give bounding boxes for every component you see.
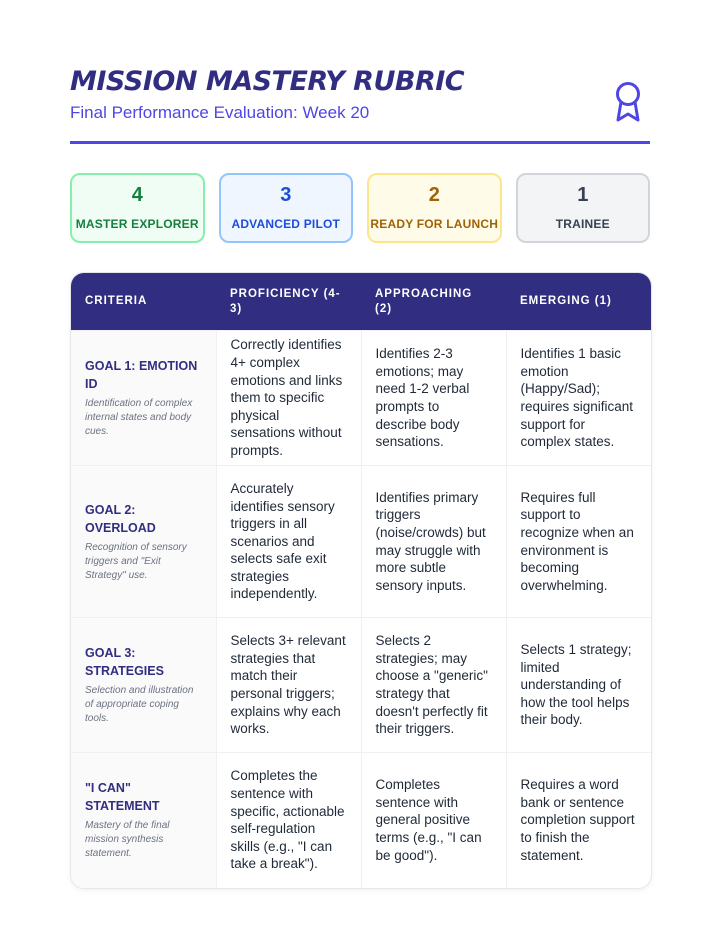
emerging-cell: Requires a word bank or sentence completion support to finish the statement. [506, 753, 651, 888]
page-header [70, 66, 650, 123]
approaching-cell: Selects 2 strategies; may choose a "generic" strategy that doesn't perfectly fit their triggers. [361, 618, 506, 753]
page-subtitle: Final Performance Evaluation: Week 20 [70, 103, 370, 122]
column-header-emerging: EMERGING (1) [506, 273, 651, 331]
level-score: 1 [577, 184, 589, 206]
column-header-criteria: CRITERIA [71, 273, 216, 331]
criteria-cell [71, 331, 216, 466]
table-header-row [71, 273, 651, 331]
criteria-description: Recognition of sensory triggers and "Exit Strategy" use. [85, 541, 187, 581]
criteria-title: GOAL 2: OVERLOAD [85, 502, 156, 535]
level-card-3 [219, 173, 354, 243]
approaching-cell: Identifies 2-3 emotions; may need 1-2 verbal prompts to describe body sensations. [361, 331, 506, 466]
level-score: 4 [131, 184, 143, 206]
table-row [71, 753, 651, 888]
level-score: 3 [280, 184, 292, 206]
criteria-title: GOAL 3: STRATEGIES [85, 646, 164, 678]
table-row [71, 618, 651, 753]
proficiency-cell: Completes the sentence with specific, actionable self-regulation skills (e.g., "I can take a break"). [216, 753, 361, 888]
emerging-cell: Identifies 1 basic emotion (Happy/Sad); requires significant support for complex states. [506, 331, 651, 466]
criteria-title: "I CAN" STATEMENT [85, 781, 160, 814]
approaching-cell: Completes sentence with general positive terms (e.g., "I can be good"). [361, 753, 506, 888]
level-label: ADVANCED PILOT [231, 217, 341, 231]
criteria-cell [71, 753, 216, 888]
proficiency-cell: Correctly identifies 4+ complex emotions and links them to specific physical sensations without prompts. [216, 331, 361, 466]
criteria-title: GOAL 1: EMOTION ID [85, 359, 198, 391]
table-row [71, 331, 651, 466]
table-row [71, 466, 651, 618]
proficiency-cell: Accurately identifies sensory triggers in all scenarios and selects safe exit strategies independently. [216, 466, 361, 618]
rubric-table [70, 272, 652, 889]
emerging-cell: Requires full support to recognize when an environment is becoming overwhelming. [506, 466, 651, 618]
level-score: 2 [428, 184, 440, 206]
level-card-1 [516, 173, 651, 243]
criteria-description: Selection and illustration of appropriate coping tools. [85, 685, 194, 724]
column-header-proficiency: PROFICIENCY (4-3) [216, 273, 361, 331]
level-card-4 [70, 173, 205, 243]
level-card-2 [367, 173, 502, 243]
award-ribbon-icon [611, 80, 645, 124]
level-label: TRAINEE [555, 217, 610, 231]
criteria-cell [71, 466, 216, 618]
column-header-approaching: APPROACHING (2) [361, 273, 506, 331]
page-title: MISSION MASTERY RUBRIC [70, 66, 465, 97]
criteria-description: Identification of complex internal states and body cues. [85, 398, 193, 437]
emerging-cell: Selects 1 strategy; limited understanding of how the tool helps their body. [506, 618, 651, 753]
criteria-cell [71, 618, 216, 753]
criteria-description: Mastery of the final mission synthesis statement. [85, 820, 170, 860]
header-divider [70, 141, 650, 144]
score-level-legend [70, 173, 650, 243]
level-label: MASTER EXPLORER [75, 217, 199, 231]
level-label: READY FOR LAUNCH [370, 217, 499, 231]
proficiency-cell: Selects 3+ relevant strategies that match their personal triggers; explains why each works. [216, 618, 361, 753]
approaching-cell: Identifies primary triggers (noise/crowds) but may struggle with more subtle sensory inputs. [361, 466, 506, 618]
